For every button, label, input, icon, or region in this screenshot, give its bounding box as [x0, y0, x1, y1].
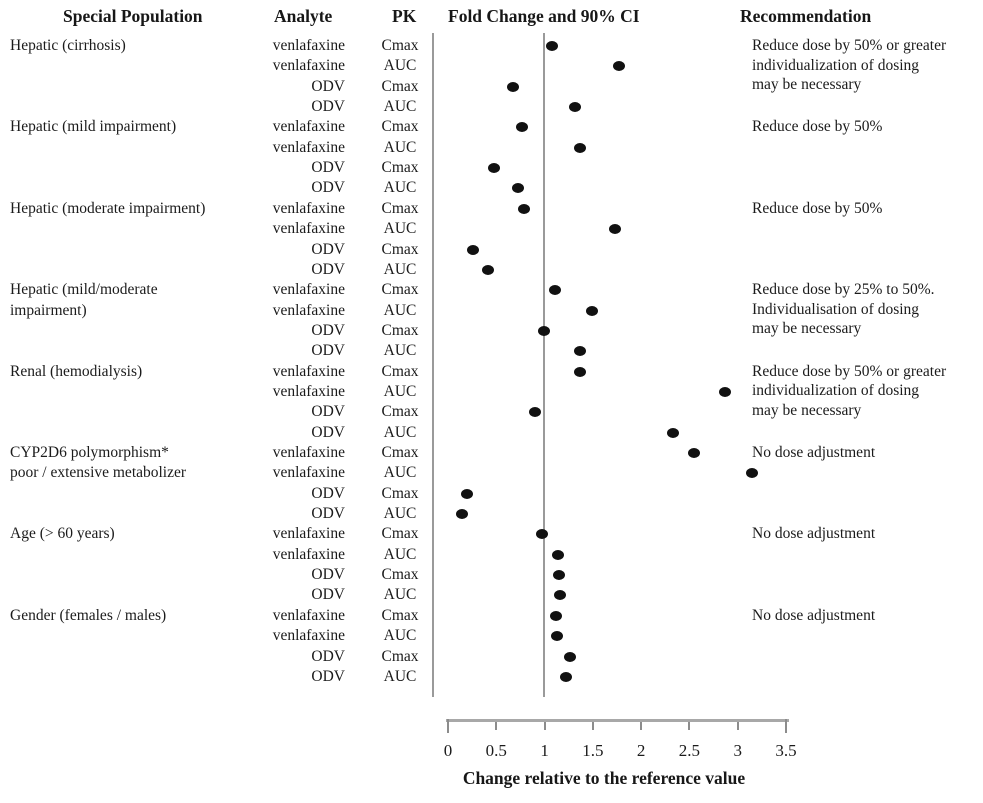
x-axis-tick-label: 1.5: [582, 741, 604, 760]
population-label: Renal (hemodialysis): [10, 362, 143, 380]
pk-label: Cmax: [381, 159, 419, 177]
population-label: Hepatic (mild impairment): [10, 118, 177, 136]
pk-label: Cmax: [381, 484, 419, 502]
header-pk: PK: [392, 6, 417, 26]
pk-label: Cmax: [381, 566, 419, 584]
analyte-label: ODV: [311, 179, 345, 197]
recommendation-text: No dose adjustment: [752, 444, 876, 461]
data-point: [488, 163, 500, 173]
data-point: [553, 570, 565, 580]
analyte-label: venlafaxine: [272, 382, 345, 400]
data-point: [456, 509, 468, 519]
population-label: Hepatic (moderate impairment): [10, 199, 206, 217]
data-point: [538, 326, 550, 336]
pk-label: AUC: [383, 57, 417, 75]
pk-label: AUC: [383, 179, 417, 197]
pk-label: Cmax: [381, 606, 419, 624]
data-point: [529, 407, 541, 417]
analyte-label: ODV: [311, 667, 345, 685]
data-point: [569, 102, 581, 112]
analyte-label: ODV: [311, 98, 345, 116]
pk-label: Cmax: [381, 403, 419, 421]
analyte-label: venlafaxine: [272, 362, 345, 380]
x-axis-tick-label: 0.5: [485, 741, 507, 760]
data-point: [560, 672, 572, 682]
recommendation-text: Reduce dose by 50% or greater: [752, 37, 947, 54]
recommendation-text: Reduce dose by 25% to 50%.: [752, 281, 935, 299]
population-label: Hepatic (mild/moderate: [10, 281, 158, 299]
pk-label: Cmax: [381, 321, 419, 339]
data-point: [467, 245, 479, 255]
analyte-label: venlafaxine: [272, 606, 345, 624]
pk-label: AUC: [383, 138, 417, 156]
data-point: [574, 143, 586, 153]
population-label: Hepatic (cirrhosis): [10, 37, 126, 54]
data-point: [613, 61, 625, 71]
data-point: [564, 652, 576, 662]
header-fold-change: Fold Change and 90% CI: [448, 6, 640, 26]
analyte-label: venlafaxine: [272, 627, 345, 645]
data-point: [574, 367, 586, 377]
analyte-label: venlafaxine: [272, 199, 345, 217]
population-label: Age (> 60 years): [10, 525, 115, 543]
recommendation-text: may be necessary: [752, 320, 862, 338]
data-point: [574, 346, 586, 356]
data-point: [552, 550, 564, 560]
pk-label: AUC: [383, 260, 417, 278]
pk-label: AUC: [383, 98, 417, 116]
data-point: [746, 468, 758, 478]
header-recommendation: Recommendation: [740, 6, 872, 26]
x-axis-tick: [447, 719, 449, 733]
data-point: [554, 590, 566, 600]
x-axis-tick: [737, 722, 739, 730]
pk-label: AUC: [383, 545, 417, 563]
data-point: [667, 428, 679, 438]
recommendation-text: may be necessary: [752, 76, 862, 94]
recommendation-text: Individualisation of dosing: [752, 300, 920, 318]
pk-label: Cmax: [381, 444, 419, 461]
x-axis-tick: [544, 722, 546, 730]
data-point: [518, 204, 530, 214]
x-axis-tick-label: 2.5: [678, 741, 701, 760]
data-point: [688, 448, 700, 458]
x-axis-tick-label: 2: [636, 741, 646, 760]
x-axis-tick: [688, 722, 690, 730]
analyte-label: ODV: [311, 423, 345, 441]
analyte-label: venlafaxine: [272, 118, 345, 136]
data-point: [516, 122, 528, 132]
x-axis-title: Change relative to the reference value: [462, 768, 746, 788]
pk-label: Cmax: [381, 240, 419, 258]
analyte-label: venlafaxine: [272, 57, 345, 75]
data-point: [551, 631, 563, 641]
pk-label: AUC: [383, 301, 417, 319]
pk-label: AUC: [383, 423, 417, 441]
recommendation-text: Reduce dose by 50%: [752, 199, 883, 217]
recommendation-text: No dose adjustment: [752, 525, 876, 543]
recommendation-text: No dose adjustment: [752, 606, 876, 624]
population-label: poor / extensive metabolizer: [10, 464, 187, 482]
analyte-label: ODV: [311, 505, 345, 523]
analyte-label: ODV: [311, 403, 345, 421]
pk-label: Cmax: [381, 647, 419, 665]
pk-label: AUC: [383, 505, 417, 523]
pk-label: AUC: [383, 382, 417, 400]
analyte-label: venlafaxine: [272, 301, 345, 319]
data-point: [549, 285, 561, 295]
pk-label: Cmax: [381, 525, 419, 543]
analyte-label: ODV: [311, 647, 345, 665]
pk-label: Cmax: [381, 77, 419, 95]
pk-label: AUC: [383, 627, 417, 645]
data-point: [609, 224, 621, 234]
analyte-label: ODV: [311, 159, 345, 177]
analyte-label: venlafaxine: [272, 444, 345, 461]
pk-label: Cmax: [381, 362, 419, 380]
recommendation-text: may be necessary: [752, 401, 862, 419]
data-point: [507, 82, 519, 92]
header-analyte: Analyte: [274, 6, 333, 26]
analyte-label: venlafaxine: [272, 138, 345, 156]
recommendation-text: individualization of dosing: [752, 56, 920, 74]
header-special-population: Special Population: [63, 6, 203, 26]
recommendation-text: individualization of dosing: [752, 382, 920, 400]
analyte-label: ODV: [311, 342, 345, 360]
analyte-label: venlafaxine: [272, 545, 345, 563]
x-axis-tick-label: 1: [540, 741, 549, 760]
x-axis-tick-label: 3: [733, 741, 742, 760]
analyte-label: ODV: [311, 240, 345, 258]
recommendation-text: Reduce dose by 50% or greater: [752, 362, 947, 380]
data-point: [550, 611, 562, 621]
population-label: impairment): [10, 301, 87, 319]
pk-label: AUC: [383, 220, 417, 238]
pk-label: AUC: [383, 342, 417, 360]
reference-line: [543, 33, 545, 697]
analyte-label: ODV: [311, 566, 345, 584]
analyte-label: ODV: [311, 484, 345, 502]
analyte-label: venlafaxine: [272, 220, 345, 238]
data-point: [586, 306, 598, 316]
pk-label: Cmax: [381, 37, 419, 54]
analyte-label: venlafaxine: [272, 281, 345, 299]
data-point: [512, 183, 524, 193]
analyte-label: ODV: [311, 586, 345, 604]
data-point: [546, 41, 558, 51]
pk-label: AUC: [383, 464, 417, 482]
analyte-label: ODV: [311, 77, 345, 95]
pk-label: Cmax: [381, 281, 419, 299]
analyte-label: venlafaxine: [272, 37, 345, 54]
pk-label: Cmax: [381, 118, 419, 136]
analyte-label: ODV: [311, 260, 345, 278]
pk-label: AUC: [383, 586, 417, 604]
x-axis-tick: [592, 722, 594, 730]
data-point: [536, 529, 548, 539]
analyte-label: venlafaxine: [272, 525, 345, 543]
population-label: CYP2D6 polymorphism*: [10, 444, 169, 461]
x-axis-tick-label: 3.5: [775, 741, 797, 760]
x-axis-tick: [640, 722, 642, 730]
x-axis-tick-label: 0: [443, 741, 453, 760]
analyte-label: venlafaxine: [272, 464, 345, 482]
pk-label: Cmax: [381, 199, 419, 217]
x-axis-tick: [785, 719, 787, 733]
recommendation-text: Reduce dose by 50%: [752, 118, 883, 136]
pk-label: AUC: [383, 667, 417, 685]
x-axis-tick: [495, 722, 497, 730]
population-label: Gender (females / males): [10, 606, 167, 624]
data-point: [719, 387, 731, 397]
analyte-label: ODV: [311, 321, 345, 339]
data-point: [482, 265, 494, 275]
data-point: [461, 489, 473, 499]
